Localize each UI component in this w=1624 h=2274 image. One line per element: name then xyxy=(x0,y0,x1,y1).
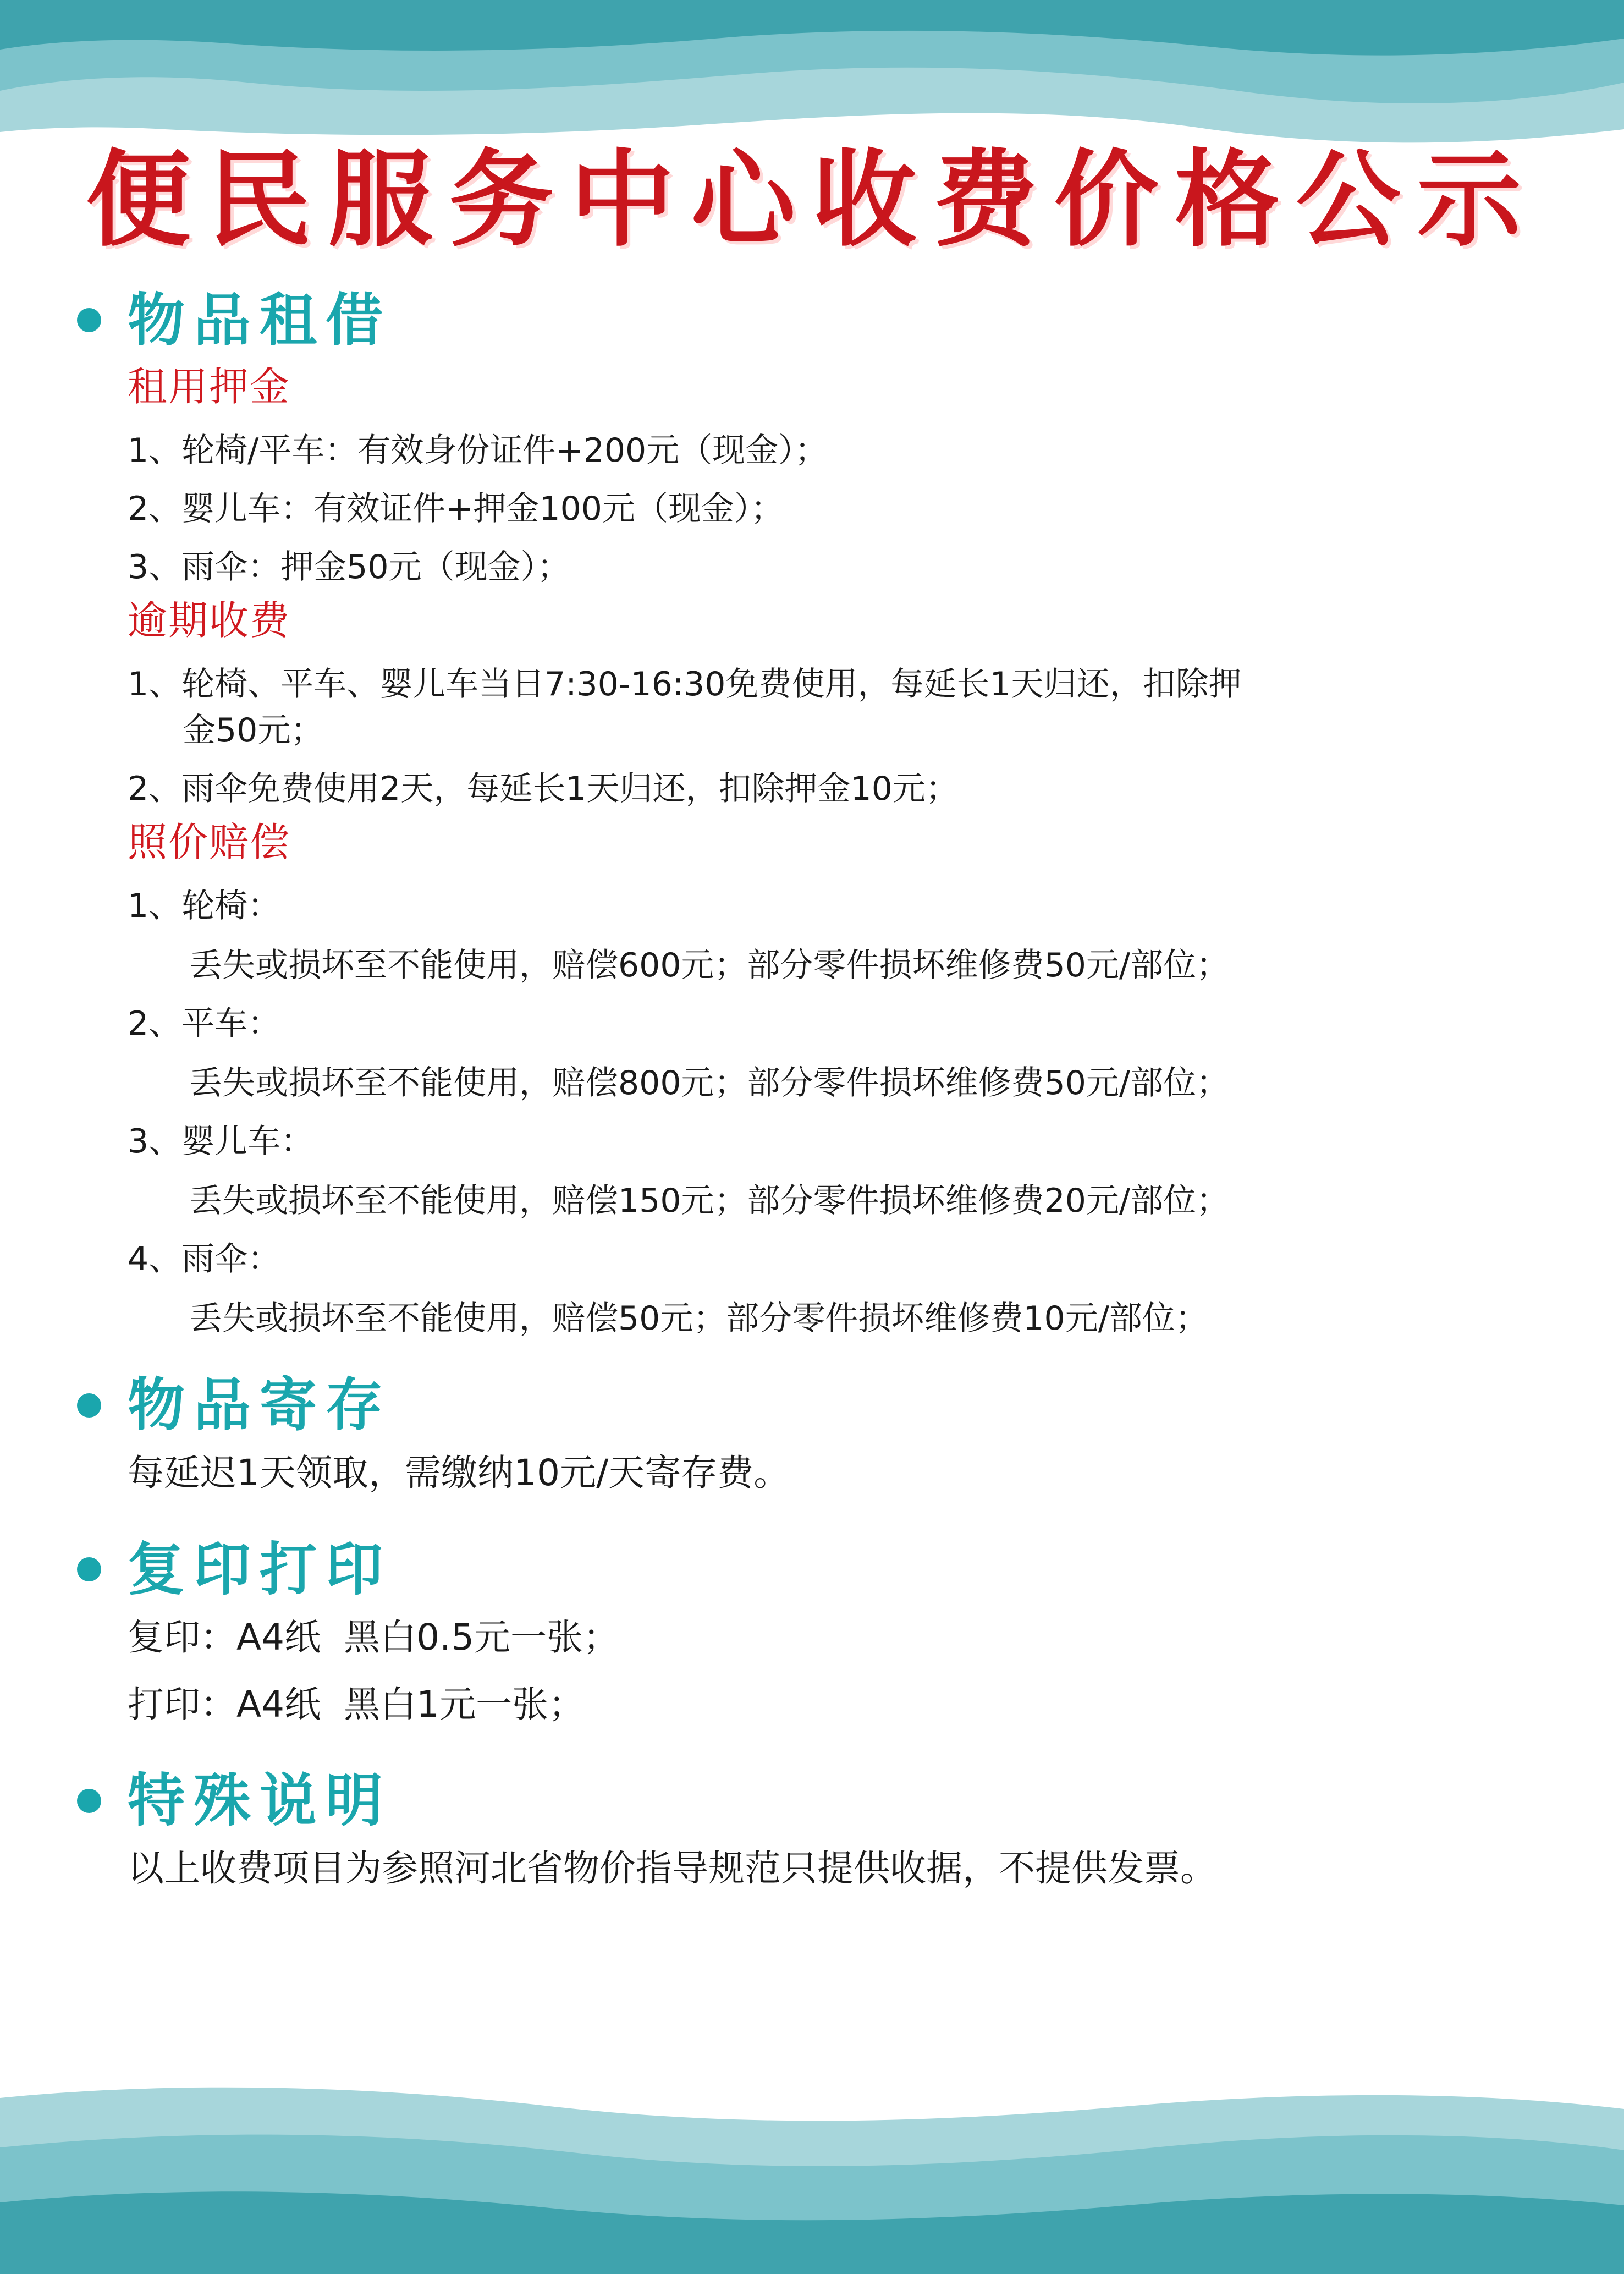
section-heading-storage xyxy=(77,1371,1502,1440)
overdue-item-continuation: 金50元； xyxy=(183,711,324,750)
compensation-item-detail: 丢失或损坏至不能使用，赔偿150元；部分零件损坏维修费20元/部位； xyxy=(189,1182,1230,1221)
compensation-item-detail: 丢失或损坏至不能使用，赔偿600元；部分零件损坏维修费50元/部位； xyxy=(189,946,1230,985)
page-title: 便民服务中心收费价格公示 xyxy=(86,139,1538,261)
compensation-item-name: 1、轮椅： xyxy=(128,887,281,926)
bullet-dot-icon xyxy=(77,1789,101,1813)
section-heading-notes-label: 特殊说明 xyxy=(128,1767,392,1834)
overdue-item: 2、雨伞免费使用2天，每延长1天归还，扣除押金10元； xyxy=(128,770,959,809)
bullet-dot-icon xyxy=(77,1557,101,1581)
printing-copy-price: 复印：A4纸 黑白0.5元一张； xyxy=(128,1616,620,1658)
subheading-overdue: 逾期收费 xyxy=(128,597,291,644)
section-heading-rental xyxy=(77,286,1502,355)
compensation-item-name: 4、雨伞： xyxy=(128,1240,281,1279)
overdue-item: 1、轮椅、平车、婴儿车当日7:30-16:30免费使用，每延长1天归还，扣除押 xyxy=(128,665,1242,704)
bottom-wave-decoration xyxy=(0,2076,1624,2274)
section-heading-notes xyxy=(77,1766,1502,1835)
subheading-compensation: 照价赔偿 xyxy=(128,819,291,866)
notice-content xyxy=(128,286,1502,1892)
compensation-item-detail: 丢失或损坏至不能使用，赔偿50元；部分零件损坏维修费10元/部位； xyxy=(189,1299,1208,1338)
bullet-dot-icon xyxy=(77,308,101,332)
compensation-item-name: 2、平车： xyxy=(128,1004,281,1043)
bullet-dot-icon xyxy=(77,1393,101,1418)
section-heading-storage-label: 物品寄存 xyxy=(128,1371,392,1439)
section-heading-printing-label: 复印打印 xyxy=(128,1535,392,1603)
notes-text: 以上收费项目为参照河北省物价指导规范只提供收据，不提供发票。 xyxy=(128,1847,1216,1890)
section-heading-rental-label: 物品租借 xyxy=(128,287,392,354)
deposit-item: 3、雨伞：押金50元（现金）； xyxy=(128,547,570,586)
compensation-item-name: 3、婴儿车： xyxy=(128,1122,314,1161)
subheading-deposit: 租用押金 xyxy=(128,363,291,410)
printing-print-price: 打印：A4纸 黑白1元一张； xyxy=(128,1683,585,1726)
deposit-item: 1、轮椅/平车：有效身份证件+200元（现金）； xyxy=(128,431,828,470)
deposit-item: 2、婴儿车：有效证件+押金100元（现金）； xyxy=(128,489,784,528)
section-heading-printing xyxy=(77,1535,1502,1604)
storage-text: 每延迟1天领取，需缴纳10元/天寄存费。 xyxy=(128,1452,790,1495)
compensation-item-detail: 丢失或损坏至不能使用，赔偿800元；部分零件损坏维修费50元/部位； xyxy=(189,1064,1230,1103)
